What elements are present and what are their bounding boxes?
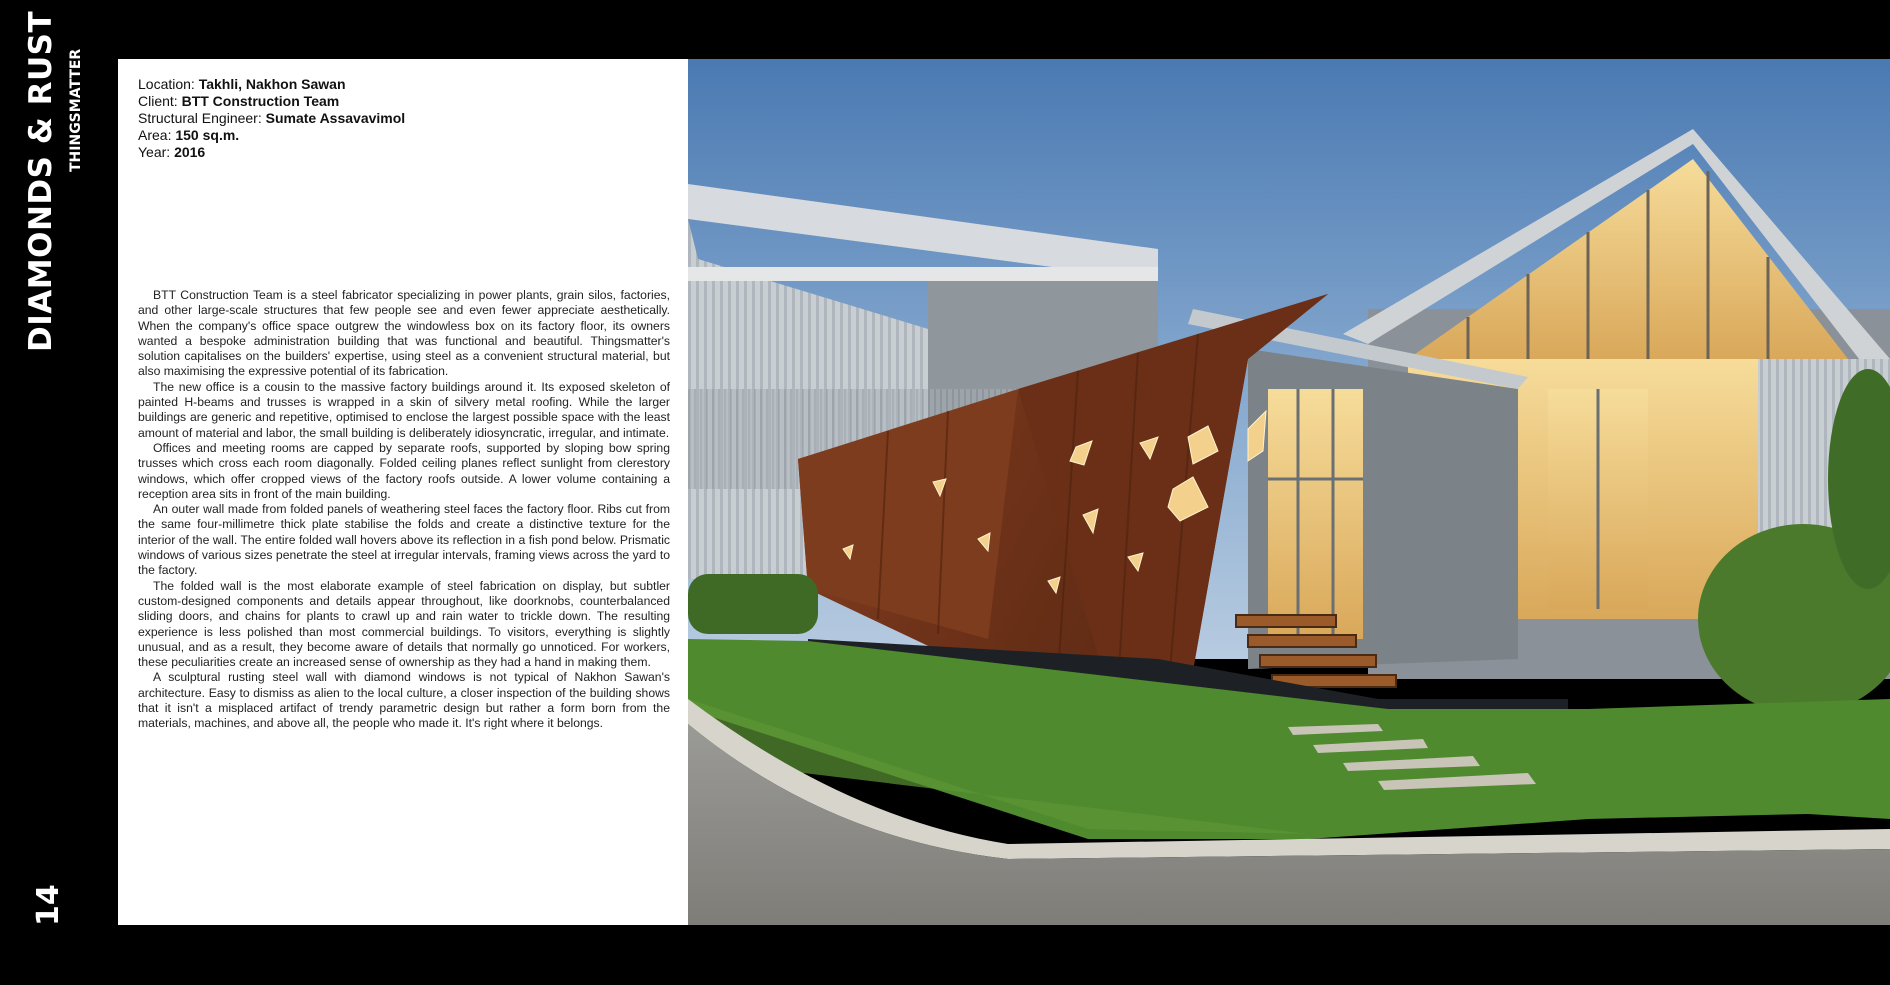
paragraph: The new office is a cousin to the massive factory buildings around it. Its exposed skeleton of painted H-beams and trusses is wrapped in a skin of silvery metal roofing. While the larger buildings are generic and repetitive, optimised to enclose the largest possible space with the least amount of material and labor, the small building is deliberately idiosyncratic, irregular, and intimate. — [138, 379, 670, 440]
credit-client: Client: BTT Construction Team — [138, 93, 340, 109]
paragraph: Offices and meeting rooms are capped by separate roofs, supported by sloping bow spring trusses which cross each room diagonally. Folded ceiling planes reflect sunlight from clerestory windows, which offer cropped views of the factory roofs outside. A lower volume containing a reception area sits in front of the main building. — [138, 440, 670, 501]
hedge — [688, 574, 818, 634]
credit-year: Year: 2016 — [138, 144, 206, 160]
paragraph: The folded wall is the most elaborate example of steel fabrication on display, but subtler custom-designed components and details appear throughout, like doorknobs, counterbalanced sliding doors, and chains for plants to crawl up and rain water to trickle down. The resulting experience is less polished than most commercial buildings. To visitors, everything is slightly unusual, and as a result, they become aware of details that normally go unnoticed. For workers, these peculiarities create an increased sense of ownership as they had a hand in making them. — [138, 578, 670, 670]
page-number: 14 — [31, 884, 66, 926]
building-illustration — [688, 59, 1890, 925]
text-page — [118, 59, 688, 925]
credit-location: Location: Takhli, Nakhon Sawan — [138, 76, 346, 92]
paragraph: BTT Construction Team is a steel fabricator specializing in power plants, grain silos, factories, and other large-scale structures that few people see and even fewer appreciate aesthetically. When the company's office space outgrew the windowless box on its factory floor, its owners wanted a bespoke administration building that was functional and beautiful. Thingsmatter's solution capitalises on the builders' expertise, using steel as a convenient structural material, but also maximising the expressive potential of its fabrication. — [138, 288, 670, 379]
building-photo — [688, 59, 1890, 925]
credit-area: Area: 150 sq.m. — [138, 127, 240, 143]
credit-engineer: Structural Engineer: Sumate Assavavimol — [138, 110, 406, 126]
spine — [0, 0, 118, 985]
book-title: DIAMONDS & RUST — [23, 10, 59, 352]
article-body — [138, 288, 670, 732]
paragraph: A sculptural rusting steel wall with diamond windows is not typical of Nakhon Sawan's architecture. Easy to dismiss as alien to the local culture, a closer inspection of the building shows that it isn't a misplaced artifact of trendy parametric design but rather a form born from the materials, machines, and above all, the people who made it. It's right where it belongs. — [138, 670, 670, 731]
architect-name: THINGSMATTER — [68, 48, 84, 172]
project-credits — [138, 76, 405, 161]
paragraph: An outer wall made from folded panels of weathering steel faces the factory floor. Ribs cut from the same four-millimetre thick plate stabilise the folds and create a distinctive texture for the interior of the wall. The entire folded wall hovers above its reflection in a fish pond below. Prismatic windows of various sizes penetrate the steel at irregular intervals, framing views across the yard to the factory. — [138, 502, 670, 578]
